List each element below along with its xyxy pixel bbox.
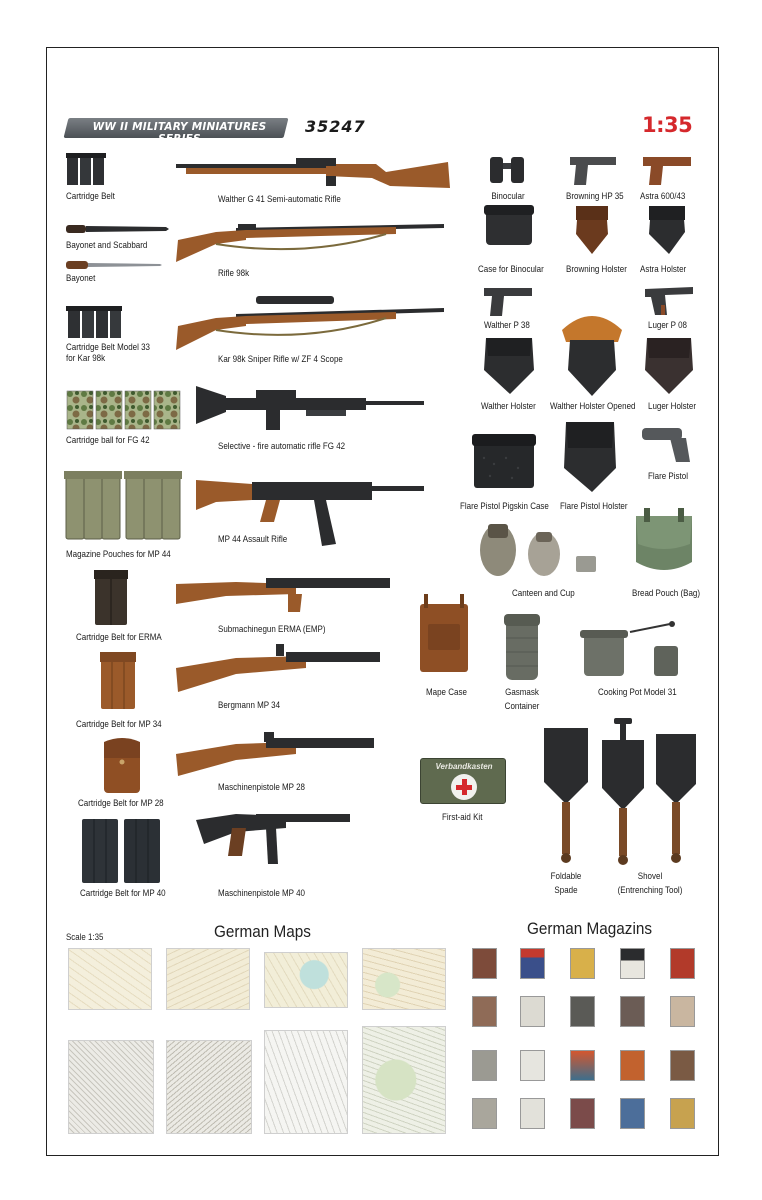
series-title: WW II MILITARY MINIATURES SERIES	[92, 121, 267, 145]
walther-holster-open-image	[560, 302, 624, 398]
gasmask-label-1: Gasmask	[505, 687, 539, 697]
magazine-15	[670, 1050, 695, 1081]
magazine-9	[620, 996, 645, 1027]
shovel-label-1: Shovel	[637, 871, 663, 881]
browning-holster-image	[572, 204, 612, 256]
map-6	[166, 1040, 252, 1134]
browning-hp35-label: Browning HP 35	[566, 191, 624, 201]
flare-pistol-image	[640, 424, 696, 464]
cartridge-ball-fg42-image	[66, 390, 182, 430]
belt-mp40-label: Cartridge Belt for MP 40	[80, 888, 166, 898]
erma-image	[176, 572, 390, 614]
magazine-1	[472, 948, 497, 979]
map-8	[362, 1026, 446, 1134]
erma-label: Submachinegun ERMA (EMP)	[218, 624, 326, 634]
magazine-13	[570, 1050, 595, 1081]
flare-holster-label: Flare Pistol Holster	[560, 501, 628, 511]
scale-label: 1:35	[642, 113, 693, 137]
browning-holster-label: Browning Holster	[566, 264, 627, 274]
mp34-label: Bergmann MP 34	[218, 700, 281, 710]
cartridge-belt-image	[66, 153, 106, 187]
magazine-20	[670, 1098, 695, 1129]
magazine-19	[620, 1098, 645, 1129]
bayonet-scabbard-image	[66, 222, 170, 236]
magazine-4	[620, 948, 645, 979]
binocular-label: Binocular	[491, 191, 525, 201]
map-2	[166, 948, 250, 1010]
shovel-spade-image	[600, 718, 646, 866]
cooking-pot-image	[580, 620, 700, 682]
bayonet-scabbard-label: Bayonet and Scabbard	[66, 240, 148, 250]
first-aid-label: First-aid Kit	[442, 812, 483, 822]
astra-holster-label: Astra Holster	[640, 264, 687, 274]
magazine-12	[520, 1050, 545, 1081]
magazines-title: German Magazins	[527, 919, 653, 938]
belt-mp28-label: Cartridge Belt for MP 28	[78, 798, 164, 808]
rifle-98k-image	[176, 218, 446, 268]
belt-erma-label: Cartridge Belt for ERMA	[76, 632, 162, 642]
cartridge-ball-fg42-label: Cartridge ball for FG 42	[66, 435, 150, 445]
mape-case-label: Mape Case	[426, 687, 467, 697]
cartridge-belt-33-image	[66, 306, 122, 340]
luger-p08-image	[643, 285, 695, 317]
walther-holster-label: Walther Holster	[481, 401, 536, 411]
walther-g41-label: Walther G 41 Semi-automatic Rifle	[218, 194, 341, 204]
belt-erma-image	[94, 570, 128, 626]
mp44-label: MP 44 Assault Rifle	[218, 534, 288, 544]
magazine-5	[670, 948, 695, 979]
fg42-label: Selective - fire automatic rifle FG 42	[218, 441, 346, 451]
mape-case-image	[418, 594, 470, 674]
magazine-7	[520, 996, 545, 1027]
magazine-14	[620, 1050, 645, 1081]
canteen-label: Canteen and Cup	[512, 588, 575, 598]
mp28-image	[176, 730, 376, 780]
map-5	[68, 1040, 154, 1134]
belt-mp34-label: Cartridge Belt for MP 34	[76, 719, 162, 729]
magazine-2	[520, 948, 545, 979]
kit-number: 35247	[305, 117, 366, 136]
shovel-image	[654, 730, 698, 866]
maps-scale-label: Scale 1:35	[66, 932, 104, 942]
walther-p38-image	[482, 286, 534, 318]
foldable-spade-image	[540, 724, 592, 866]
flare-case-image	[472, 434, 536, 490]
canteen-image	[476, 520, 606, 580]
mp34-image	[176, 644, 382, 698]
magazine-6	[472, 996, 497, 1027]
map-7	[264, 1030, 348, 1134]
red-cross-icon	[456, 779, 472, 795]
luger-p08-label: Luger P 08	[648, 320, 687, 330]
magazine-17	[520, 1098, 545, 1129]
astra-image	[641, 155, 693, 187]
cartridge-belt-label: Cartridge Belt	[66, 191, 115, 201]
magazine-18	[570, 1098, 595, 1129]
binocular-case-label: Case for Binocular	[478, 264, 544, 274]
cartridge-belt-33-label-1: Cartridge Belt Model 33	[66, 342, 150, 352]
gasmask-label-2: Container	[504, 701, 540, 711]
bayonet-image	[66, 259, 162, 271]
shovel-label-2: (Entrenching Tool)	[617, 885, 683, 895]
magazine-10	[670, 996, 695, 1027]
flare-pistol-label: Flare Pistol	[648, 471, 688, 481]
bread-pouch-label: Bread Pouch (Bag)	[632, 588, 701, 598]
bread-pouch-image	[632, 508, 696, 580]
belt-mp28-image	[102, 736, 142, 794]
belt-mp40-image	[80, 817, 162, 885]
walther-g41-image	[176, 156, 452, 196]
magazine-3	[570, 948, 595, 979]
mp44-pouches-image	[64, 471, 182, 543]
foldable-spade-label-2: Spade	[554, 885, 578, 895]
magazine-16	[472, 1098, 497, 1129]
flare-case-label: Flare Pistol Pigskin Case	[460, 501, 549, 511]
map-3	[264, 952, 348, 1008]
cooking-pot-label: Cooking Pot Model 31	[598, 687, 677, 697]
luger-holster-label: Luger Holster	[648, 401, 696, 411]
cartridge-belt-33-label-2: for Kar 98k	[66, 353, 106, 363]
belt-mp34-image	[100, 652, 136, 710]
mp40-label: Maschinenpistole MP 40	[218, 888, 305, 898]
mp40-image	[196, 806, 352, 866]
binocular-case-image	[484, 205, 534, 247]
kar98k-sniper-label: Kar 98k Sniper Rifle w/ ZF 4 Scope	[218, 354, 343, 364]
mp44-pouches-label: Magazine Pouches for MP 44	[66, 549, 171, 559]
walther-p38-label: Walther P 38	[484, 320, 530, 330]
mp28-label: Maschinenpistole MP 28	[218, 782, 305, 792]
walther-holster-image	[482, 334, 536, 396]
maps-title: German Maps	[214, 922, 311, 941]
first-aid-image	[420, 758, 506, 804]
magazine-11	[472, 1050, 497, 1081]
bayonet-label: Bayonet	[66, 273, 96, 283]
magazine-8	[570, 996, 595, 1027]
browning-hp35-image	[568, 155, 618, 187]
kar98k-sniper-image	[176, 288, 446, 358]
luger-holster-image	[643, 334, 695, 396]
astra-holster-image	[645, 204, 689, 256]
walther-holster-open-label: Walther Holster Opened	[550, 401, 636, 411]
fg42-image	[196, 384, 426, 434]
first-aid-box-text: Verbandkasten	[435, 762, 493, 771]
foldable-spade-label-1: Foldable	[550, 871, 582, 881]
binocular-image	[488, 153, 526, 185]
map-4	[362, 948, 446, 1010]
flare-holster-image	[562, 420, 618, 494]
astra-label: Astra 600/43	[640, 191, 686, 201]
rifle-98k-label: Rifle 98k	[218, 268, 250, 278]
map-1	[68, 948, 152, 1010]
gasmask-image	[502, 612, 542, 682]
